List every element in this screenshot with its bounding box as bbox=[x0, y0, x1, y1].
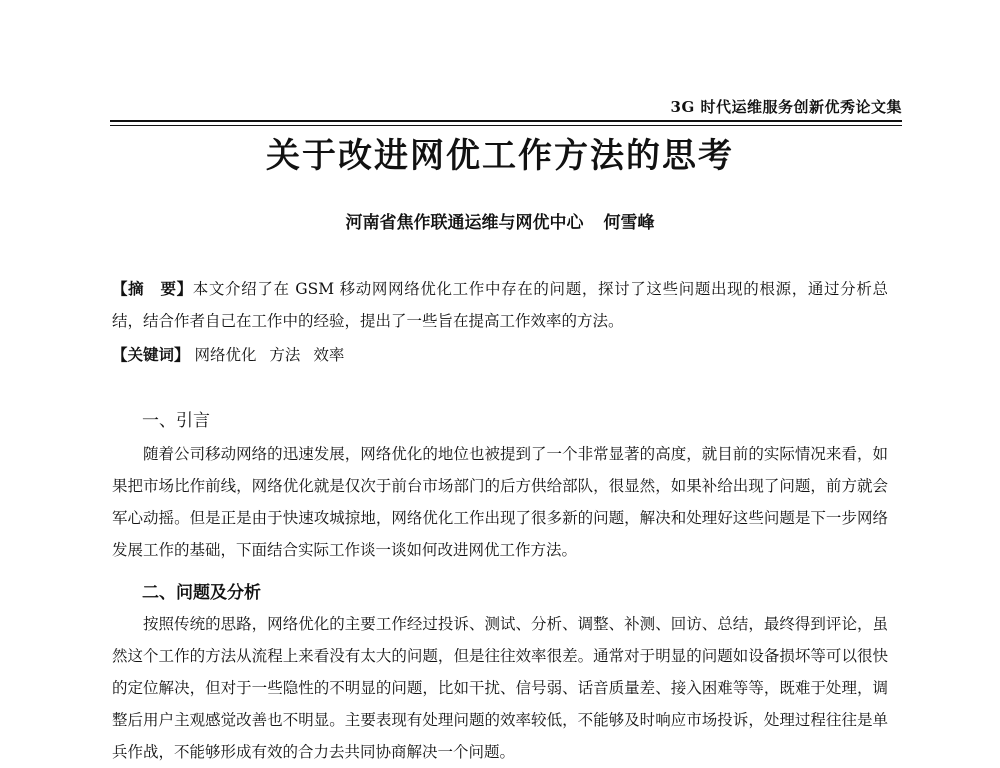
abstract bbox=[112, 273, 888, 337]
paper-title: 关于改进网优工作方法的思考 bbox=[266, 136, 734, 176]
keyword: 网络优化 bbox=[194, 346, 257, 364]
abstract-label: 【摘 要】 bbox=[112, 279, 193, 298]
keywords-label: 【关键词】 bbox=[112, 345, 190, 364]
running-header: 3G 时代运维服务创新优秀论文集 bbox=[670, 98, 902, 116]
header-rule-thin bbox=[110, 125, 902, 126]
section-heading-problems: 二、问题及分析 bbox=[142, 583, 261, 603]
author-affiliation: 河南省焦作联通运维与网优中心 bbox=[345, 213, 584, 233]
section-paragraph-problems: 按照传统的思路，网络优化的主要工作经过投诉、测试、分析、调整、补测、回访、总结，最终得到评论，虽然这个工作的方法从流程上来看没有太大的问题，但是往往效率很差。通常对于明显的问题如设备损坏等可以很快的定位解决，但对于一些隐性的不明显的问题，比如干扰、信号弱、话音质量差、接入困难等等，既难于处理，调整后用户主观感觉改善也不明显。主要表现有处理问题的效率较低，不能够及时响应市场投诉，处理过程往往是单兵作战，不能够形成有效的合力去共同协商解决一个问题。 bbox=[112, 615, 888, 761]
author-name: 何雪峰 bbox=[603, 213, 655, 233]
section-heading-introduction: 一、引言 bbox=[142, 411, 210, 431]
keyword: 效率 bbox=[313, 346, 345, 364]
header-rule bbox=[110, 120, 902, 122]
abstract-text: 本文介绍了在 GSM 移动网网络优化工作中存在的问题，探讨了这些问题出现的根源，通过分析总结，结合作者自己在工作中的经验，提出了一些旨在提高工作效率的方法。 bbox=[112, 280, 888, 330]
section-paragraph-introduction: 随着公司移动网络的迅速发展，网络优化的地位也被提到了一个非常显著的高度，就目前的实际情况来看，如果把市场比作前线，网络优化就是仅次于前台市场部门的后方供给部队，很显然，如果补给出现了问题，前方就会军心动摇。但是正是由于快速攻城掠地，网络优化工作出现了很多新的问题，解决和处理好这些问题是下一步网络发展工作的基础，下面结合实际工作谈一谈如何改进网优工作方法。 bbox=[112, 445, 888, 559]
keywords bbox=[112, 339, 888, 371]
author-line bbox=[0, 208, 1000, 233]
keyword: 方法 bbox=[269, 346, 301, 364]
